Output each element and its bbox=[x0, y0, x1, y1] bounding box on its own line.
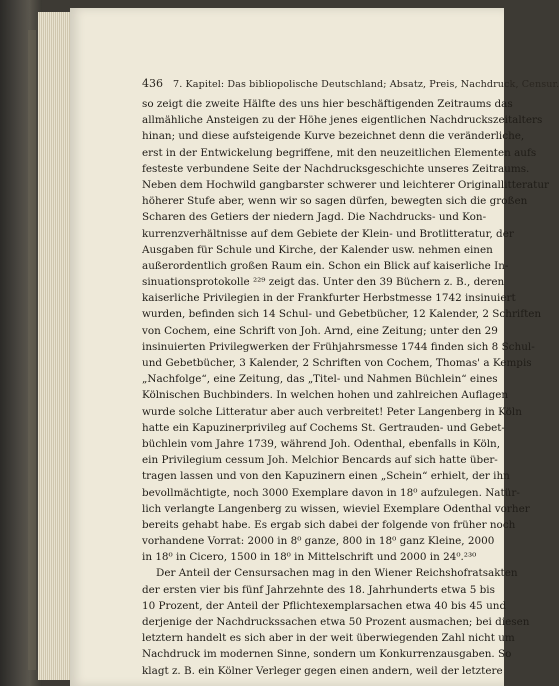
text-line: bereits gehabt habe. Es ergab sich dabei der folgende von früher noch bbox=[142, 518, 516, 531]
paragraph-start-line: Der Anteil der Censursachen mag in den Wiener Reichshofratsakten bbox=[156, 567, 518, 580]
text-line: von Cochem, eine Schrift von Joh. Arnd, eine Zeitung; unter den 29 bbox=[142, 324, 498, 337]
text-line: in 18⁰ in Cicero, 1500 in 18⁰ in Mittelschrift und 2000 in 24⁰.²³⁰ bbox=[142, 551, 477, 564]
text-line: Neben dem Hochwild gangbarster schwerer und leichterer Originallitteratur bbox=[142, 178, 550, 191]
text-line: höherer Stufe aber, wenn wir so sagen dürfen, bewegten sich die großen bbox=[142, 195, 528, 208]
text-line: hinan; und diese aufsteigende Kurve bezeichnet denn die veränderliche, bbox=[142, 130, 525, 143]
text-line: derjenige der Nachdruckssachen etwa 50 Prozent ausmachen; bei diesen bbox=[142, 616, 530, 628]
text-line: Nachdruck im modernen Sinne, sondern um Konkurrenzausgaben. So bbox=[142, 648, 512, 661]
text-line: „Nachfolge“, eine Zeitung, das „Titel- und Nahmen Büchlein“ eines bbox=[142, 373, 498, 386]
page-header bbox=[142, 77, 559, 90]
text-line: tragen lassen und von den Kapuzinern einen „Schein“ erhielt, der ihn bbox=[142, 470, 510, 483]
text-line: wurde solche Litteratur aber auch verbreitet! Peter Langenberg in Köln bbox=[142, 405, 522, 418]
text-line: büchlein vom Jahre 1739, während Joh. Odenthal, ebenfalls in Köln, bbox=[142, 437, 501, 450]
text-line: Kölnischen Buchbinders. In welchen hohen und zahlreichen Auflagen bbox=[142, 389, 509, 402]
text-line: vorhandene Vorrat: 2000 in 8⁰ ganze, 800 in 18⁰ ganz Kleine, 2000 bbox=[142, 535, 495, 548]
text-line: der ersten vier bis fünf Jahrzehnte des 18. Jahrhunderts etwa 5 bis bbox=[142, 583, 495, 596]
text-line: allmähliche Ansteigen zu der Höhe jenes eigentlichen Nachdruckszeitalters bbox=[142, 114, 543, 127]
running-title: 7. Kapitel: Das bibliopolische Deutschland; Absatz, Preis, Nachdruck, Censur. bbox=[173, 79, 559, 90]
text-line: Ausgaben für Schule und Kirche, der Kalender usw. nehmen einen bbox=[142, 243, 493, 256]
page-number: 436 bbox=[142, 77, 163, 90]
text-line: und Gebetbücher, 3 Kalender, 2 Schriften von Cochem, Thomas' a Kempis bbox=[142, 357, 532, 369]
text-line: außerordentlich großen Raum ein. Schon ein Blick auf kaiserliche In- bbox=[142, 259, 509, 272]
text-line: bevollmächtigte, noch 3000 Exemplare davon in 18⁰ aufzulegen. Natür- bbox=[142, 486, 520, 499]
text-line: klagt z. B. ein Kölner Verleger gegen einen andern, weil der letztere bbox=[142, 664, 503, 677]
text-line: erst in der Entwickelung begriffene, mit den neuzeitlichen Elementen aufs bbox=[142, 146, 537, 159]
text-line: so zeigt die zweite Hälfte des uns hier beschäftigenden Zeitraums das bbox=[142, 98, 513, 110]
text-line: wurden, befinden sich 14 Schul- und Gebetbücher, 12 Kalender, 2 Schriften bbox=[142, 308, 542, 321]
text-line: letztern handelt es sich aber in der weit überwiegenden Zahl nicht um bbox=[142, 632, 515, 645]
text-line: sinuationsprotokolle ²²⁹ zeigt das. Unter den 39 Büchern z. B., deren bbox=[142, 276, 505, 289]
text-line: kaiserliche Privilegien in der Frankfurter Herbstmesse 1742 insinuiert bbox=[142, 292, 516, 305]
text-line: 10 Prozent, der Anteil der Pflichtexemplarsachen etwa 40 bis 45 und bbox=[142, 599, 507, 612]
book-spine-edge bbox=[28, 30, 36, 670]
text-line: insinuierten Privilegwerken der Frühjahrsmesse 1744 finden sich 8 Schul- bbox=[142, 340, 535, 353]
text-line: Scharen des Getiers der niedern Jagd. Die Nachdrucks- und Kon- bbox=[142, 211, 487, 224]
text-line: lich verlangte Langenberg zu wissen, wieviel Exemplare Odenthal vorher bbox=[142, 502, 530, 515]
text-line: festeste verbundene Seite der Nachdrucksgeschichte unseres Zeitraums. bbox=[142, 162, 530, 175]
text-line: kurrenzverhältnisse auf dem Gebiete der Klein- und Brotlitteratur, der bbox=[142, 227, 514, 240]
text-line: hatte ein Kapuzinerprivileg auf Cochems St. Gertrauden- und Gebet- bbox=[142, 421, 505, 434]
body-text bbox=[142, 96, 550, 679]
text-line: ein Privilegium cessum Joh. Melchior Bencards auf sich hatte über- bbox=[142, 454, 498, 467]
